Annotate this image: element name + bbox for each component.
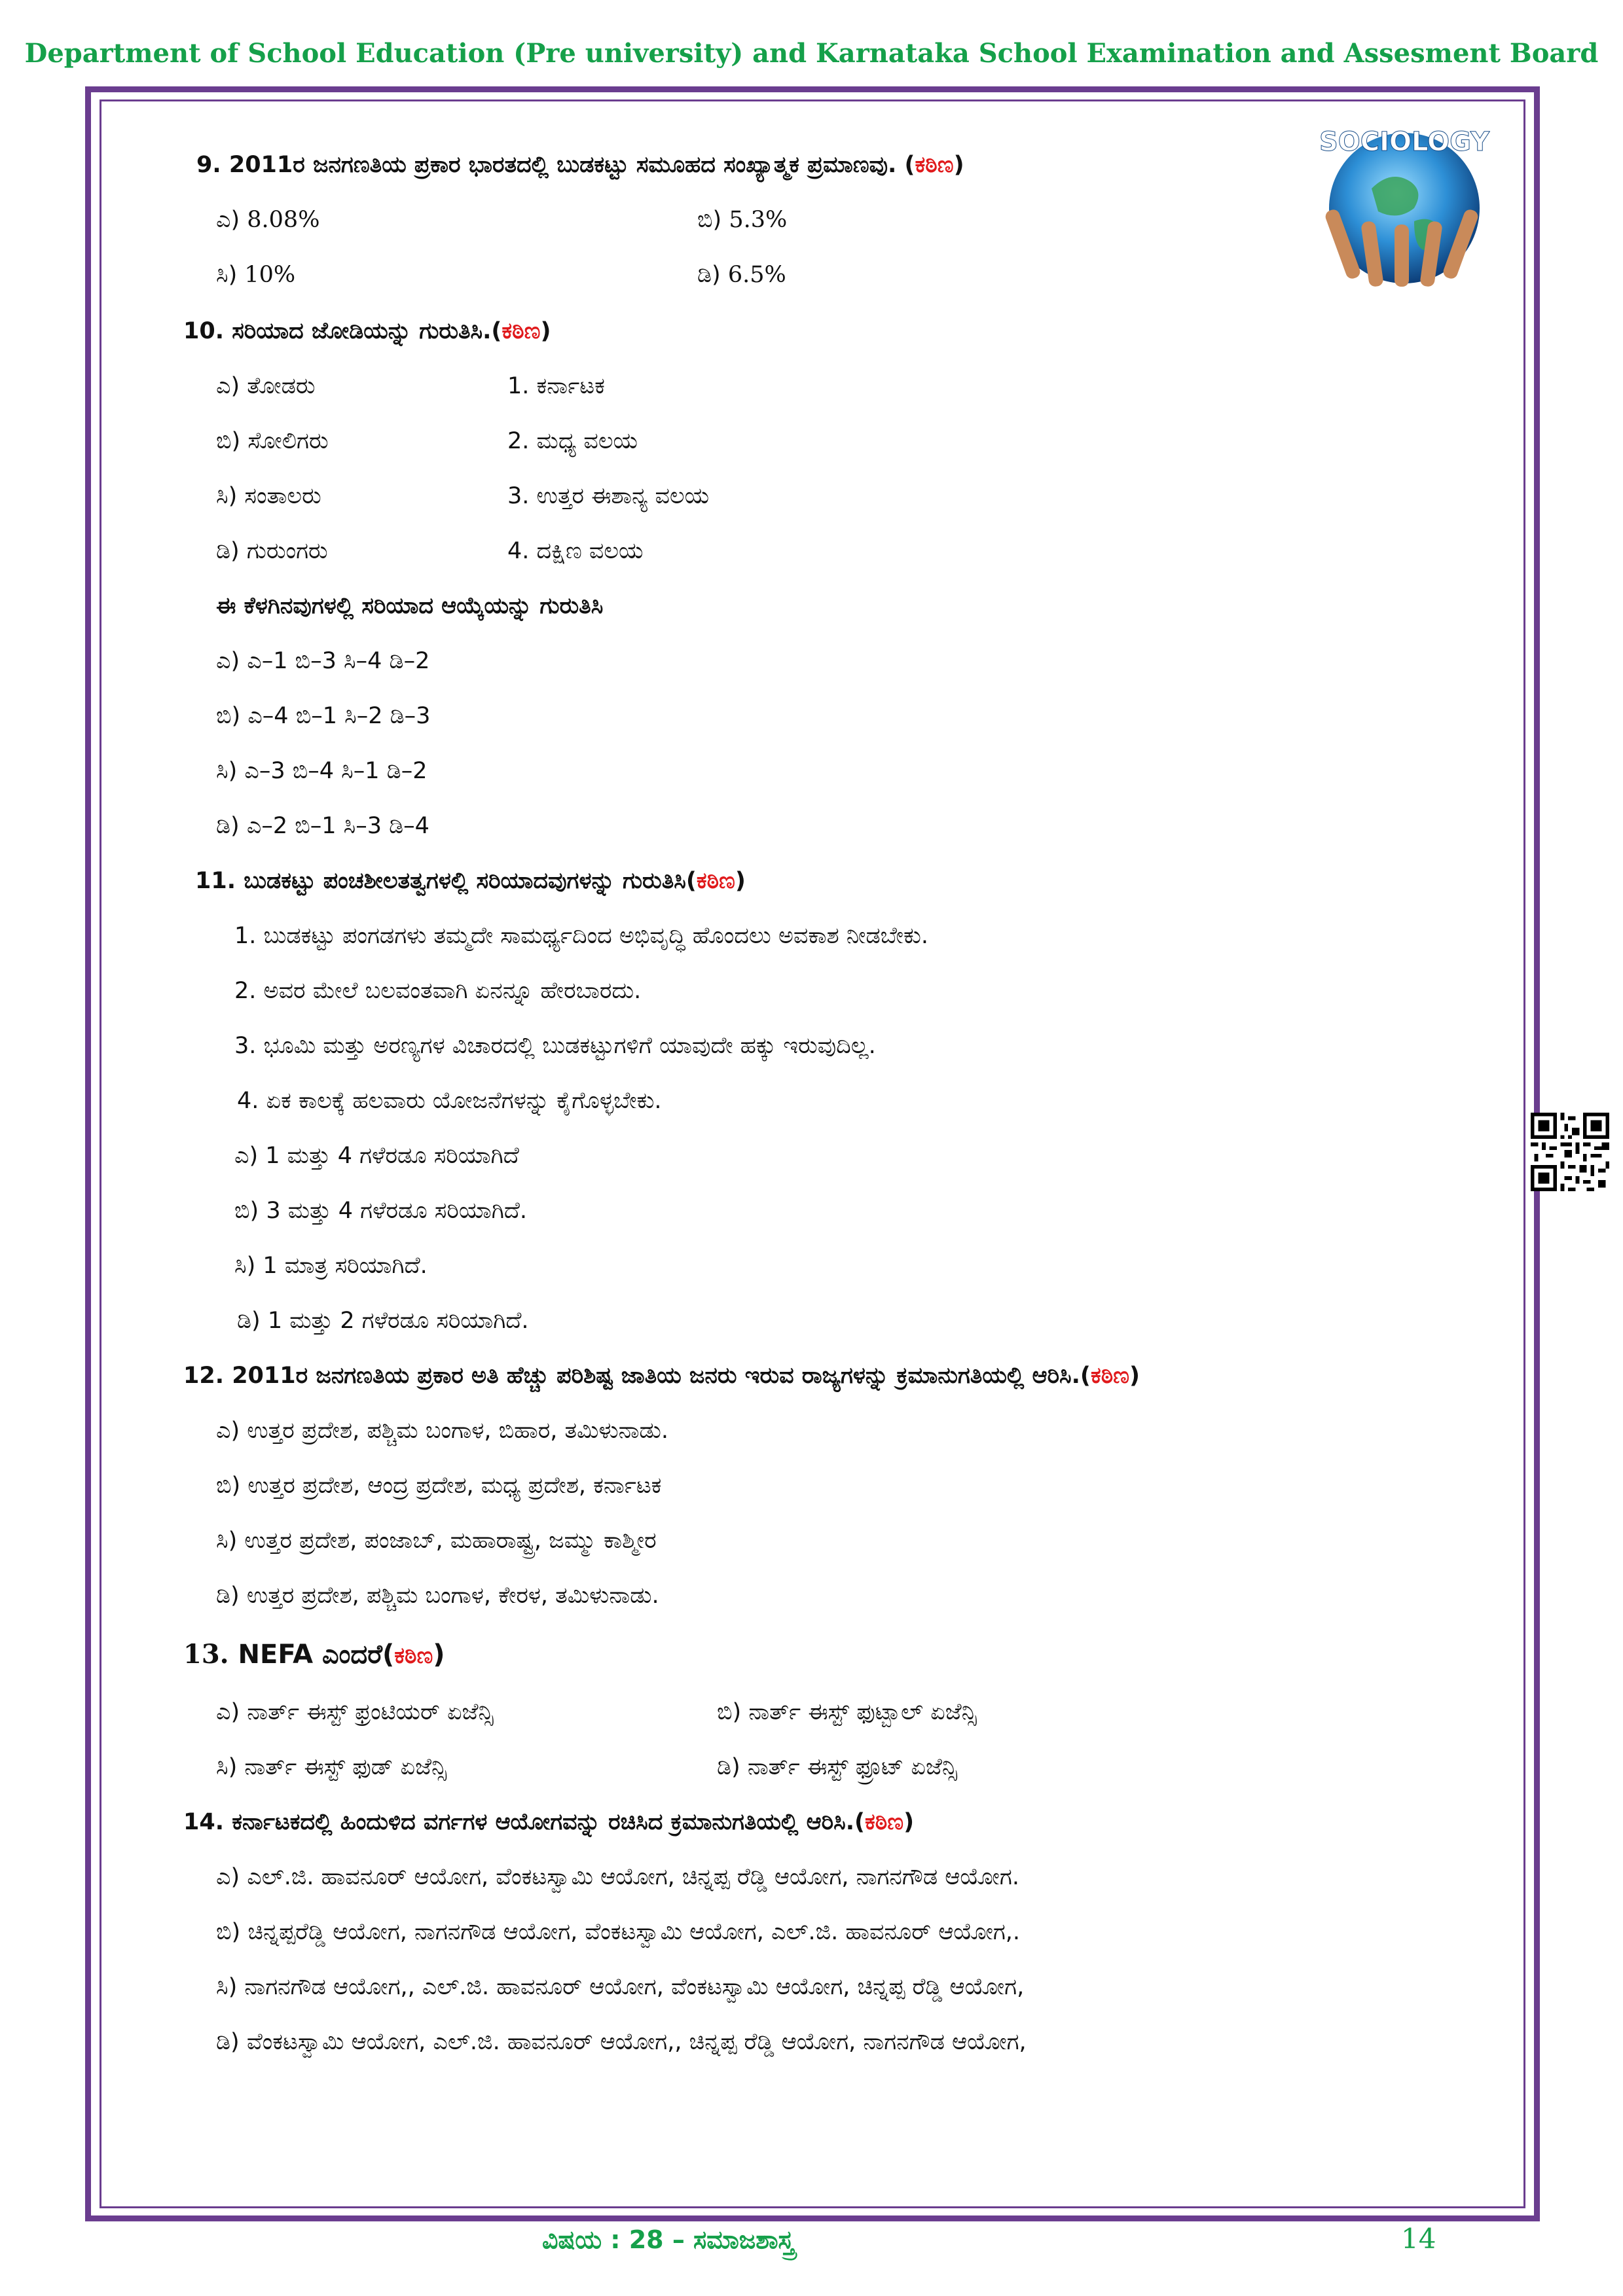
q10-pair-a-right: 1. ಕರ್ನಾಟಕ [507,373,605,399]
q10-pair-c-right: 3. ಉತ್ತರ ಈಶಾನ್ಯ ವಲಯ [507,483,710,509]
q11-statement-4: 4. ಏಕ ಕಾಲಕ್ಕೆ ಹಲವಾರು ಯೋಜನೆಗಳನ್ನು ಕೈಗೊಳ್ಳಬೇಕು. [237,1088,662,1114]
q11-option-c: ಸಿ) 1 ಮಾತ್ರ ಸರಿಯಾಗಿದೆ. [234,1253,428,1279]
q11-option-d: ಡಿ) 1 ಮತ್ತು 2 ಗಳೆರಡೂ ಸರಿಯಾಗಿದೆ. [237,1308,529,1334]
q10-pair-a-left: ಎ) ತೋಡರು [216,373,316,399]
question-13: 13. NEFA ಎಂದರೆ(ಕಠಿಣ) [183,1639,445,1670]
q11-option-a: ಎ) 1 ಮತ್ತು 4 ಗಳೆರಡೂ ಸರಿಯಾಗಿದೆ [234,1143,519,1169]
difficulty-tag: ಕಠಿಣ [915,152,954,178]
qr-code [1531,1113,1609,1191]
question-9: 9. 2011ರ ಜನಗಣತಿಯ ಪ್ರಕಾರ ಭಾರತದಲ್ಲಿ ಬುಡಕಟ್ಟು ಸಮೂಹದ ಸಂಖ್ಯಾತ್ಮಕ ಪ್ರಮಾಣವು. (ಕಠಿಣ) [196,152,964,178]
sociology-logo [1309,110,1499,287]
q12-option-d: ಡಿ) ಉತ್ತರ ಪ್ರದೇಶ, ಪಶ್ಚಿಮ ಬಂಗಾಳ, ಕೇರಳ, ತಮಿಳುನಾಡು. [216,1583,659,1609]
difficulty-tag: ಕಠಿಣ [696,868,735,894]
q10-option-d: ಡಿ) ಎ–2 ಬಿ–1 ಸಿ–3 ಡಿ–4 [216,813,429,839]
difficulty-tag: ಕಠಿಣ [1090,1363,1129,1389]
q13-option-c: ಸಿ) ನಾರ್ತ್ ಈಸ್ಟ್ ಫುಡ್ ಏಜೆನ್ಸಿ [216,1754,447,1780]
q9-option-d: ಡಿ) 6.5% [697,262,786,288]
q14-option-a: ಎ) ಎಲ್.ಜಿ. ಹಾವನೂರ್ ಆಯೋಗ, ವೆಂಕಟಸ್ವಾಮಿ ಆಯೋಗ, ಚಿನ್ನಪ್ಪ ರೆಡ್ಡಿ ಆಯೋಗ, ನಾಗನಗೌಡ ಆಯೋಗ. [216,1864,1019,1890]
q10-pair-c-left: ಸಿ) ಸಂತಾಲರು [216,483,321,509]
q11-option-b: ಬಿ) 3 ಮತ್ತು 4 ಗಳೆರಡೂ ಸರಿಯಾಗಿದೆ. [234,1198,527,1224]
q11-statement-3: 3. ಭೂಮಿ ಮತ್ತು ಅರಣ್ಯಗಳ ವಿಚಾರದಲ್ಲಿ ಬುಡಕಟ್ಟುಗಳಿಗೆ ಯಾವುದೇ ಹಕ್ಕು ಇರುವುದಿಲ್ಲ. [234,1033,876,1059]
q14-option-b: ಬಿ) ಚಿನ್ನಪ್ಪರೆಡ್ಡಿ ಆಯೋಗ, ನಾಗನಗೌಡ ಆಯೋಗ, ವೆಂಕಟಸ್ವಾಮಿ ಆಯೋಗ, ಎಲ್.ಜಿ. ಹಾವನೂರ್ ಆಯೋಗ,. [216,1919,1021,1945]
q10-pair-d-left: ಡಿ) ಗುರುಂಗರು [216,538,328,564]
q10-pair-d-right: 4. ದಕ್ಷಿಣ ವಲಯ [507,538,644,564]
difficulty-tag: ಕಠಿಣ [865,1809,904,1835]
logo-text: SOCIOLOGY [1319,127,1490,157]
q13-option-d: ಡಿ) ನಾರ್ತ್ ಈಸ್ಟ್ ಫ್ರೂಟ್ ಏಜೆನ್ಸಿ [717,1754,957,1780]
q9-option-a: ಎ) 8.08% [216,207,320,233]
page-header: Department of School Education (Pre university) and Karnataka School Examination and Assesment Board [24,38,1599,69]
question-10: 10. ಸರಿಯಾದ ಜೋಡಿಯನ್ನು ಗುರುತಿಸಿ.(ಕಠಿಣ) [183,318,551,344]
q11-statement-1: 1. ಬುಡಕಟ್ಟು ಪಂಗಡಗಳು ತಮ್ಮದೇ ಸಾಮರ್ಥ್ಯದಿಂದ ಅಭಿವೃದ್ಧಿ ಹೊಂದಲು ಅವಕಾಶ ನೀಡಬೇಕು. [234,923,929,949]
q12-option-b: ಬಿ) ಉತ್ತರ ಪ್ರದೇಶ, ಆಂದ್ರ ಪ್ರದೇಶ, ಮಧ್ಯ ಪ್ರದೇಶ, ಕರ್ನಾಟಕ [216,1473,662,1499]
q11-statement-2: 2. ಅವರ ಮೇಲೆ ಬಲವಂತವಾಗಿ ಏನನ್ನೂ ಹೇರಬಾರದು. [234,978,642,1004]
q10-pair-b-left: ಬಿ) ಸೋಲಿಗರು [216,428,329,454]
q10-instruction: ಈ ಕೆಳಗಿನವುಗಳಲ್ಲಿ ಸರಿಯಾದ ಆಯ್ಕೆಯನ್ನು ಗುರುತಿಸಿ [216,593,604,619]
q10-option-b: ಬಿ) ಎ–4 ಬಿ–1 ಸಿ–2 ಡಿ–3 [216,703,431,729]
question-11: 11. ಬುಡಕಟ್ಟು ಪಂಚಶೀಲತತ್ವಗಳಲ್ಲಿ ಸರಿಯಾದವುಗಳನ್ನು ಗುರುತಿಸಿ(ಕಠಿಣ) [195,868,746,894]
q10-option-a: ಎ) ಎ–1 ಬಿ–3 ಸಿ–4 ಡಿ–2 [216,648,430,674]
difficulty-tag: ಕಠಿಣ [501,318,541,344]
q14-option-c: ಸಿ) ನಾಗನಗೌಡ ಆಯೋಗ,, ಎಲ್.ಜಿ. ಹಾವನೂರ್ ಆಯೋಗ, ವೆಂಕಟಸ್ವಾಮಿ ಆಯೋಗ, ಚಿನ್ನಪ್ಪ ರೆಡ್ಡಿ ಆಯೋಗ, [216,1974,1025,2000]
q13-option-a: ಎ) ನಾರ್ತ್ ಈಸ್ಟ್ ಫ್ರಂಟಿಯರ್ ಏಜೆನ್ಸಿ [216,1699,494,1725]
question-14: 14. ಕರ್ನಾಟಕದಲ್ಲಿ ಹಿಂದುಳಿದ ವರ್ಗಗಳ ಆಯೋಗವನ್ನು ರಚಿಸಿದ ಕ್ರಮಾನುಗತಿಯಲ್ಲಿ ಆರಿಸಿ.(ಕಠಿಣ) [183,1809,915,1835]
q12-option-c: ಸಿ) ಉತ್ತರ ಪ್ರದೇಶ, ಪಂಜಾಬ್, ಮಹಾರಾಷ್ಟ್ರ, ಜಮ್ಮು ಕಾಶ್ಮೀರ [216,1528,657,1554]
page-footer [0,2225,1623,2265]
question-12: 12. 2011ರ ಜನಗಣತಿಯ ಪ್ರಕಾರ ಅತಿ ಹೆಚ್ಚು ಪರಿಶಿಷ್ಟ ಜಾತಿಯ ಜನರು ಇರುವ ರಾಜ್ಯಗಳನ್ನು ಕ್ರಮಾನುಗತಿಯಲ್ಲಿ ಆರಿಸಿ.(ಕಠಿಣ) [183,1363,1140,1389]
q9-option-b: ಬಿ) 5.3% [697,207,788,233]
footer-subject: ವಿಷಯ : 28 – ಸಮಾಜಶಾಸ್ತ್ರ [542,2225,795,2254]
q14-option-d: ಡಿ) ವೆಂಕಟಸ್ವಾಮಿ ಆಯೋಗ, ಎಲ್.ಜಿ. ಹಾವನೂರ್ ಆಯೋಗ,, ಚಿನ್ನಪ್ಪ ರೆಡ್ಡಿ ಆಯೋಗ, ನಾಗನಗೌಡ ಆಯೋಗ, [216,2029,1027,2055]
q10-option-c: ಸಿ) ಎ–3 ಬಿ–4 ಸಿ–1 ಡಿ–2 [216,758,428,784]
q9-option-c: ಸಿ) 10% [216,262,296,288]
difficulty-tag: ಕಠಿಣ [394,1643,433,1669]
q12-option-a: ಎ) ಉತ್ತರ ಪ್ರದೇಶ, ಪಶ್ಚಿಮ ಬಂಗಾಳ, ಬಿಹಾರ, ತಮಿಳುನಾಡು. [216,1418,668,1444]
page-number: 14 [1401,2223,1436,2255]
q10-pair-b-right: 2. ಮಧ್ಯ ವಲಯ [507,428,638,454]
q13-option-b: ಬಿ) ನಾರ್ತ್ ಈಸ್ಟ್ ಫುಟ್ಬಾಲ್ ಏಜೆನ್ಸಿ [717,1699,977,1725]
